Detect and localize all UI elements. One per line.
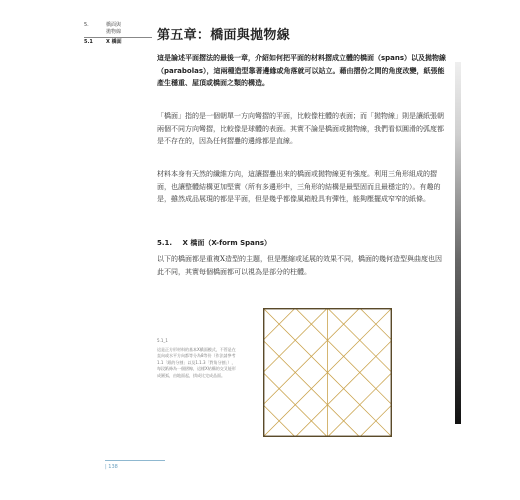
figure-caption-text: 這是正方形材料的基本X橋面模式，不管是在直向或水平方向都等分為8等份（作法請參考1.1「紙的分割」以及1.1.3「對角分割」），每段紙條為一個摺線，這樣X結構的交叉能形成圓弧，由地面起，拱成比完成品面。 — [157, 346, 236, 378]
toc-divider — [84, 37, 152, 38]
toc-item-section-current[interactable] — [84, 39, 152, 46]
figure-id: 5.1_1 — [157, 338, 168, 343]
intro-paragraph: 這是論述平面摺法的最後一章，介紹如何把平面的材料摺成立體的橋面（spans）以及拋物線（parabolas），這兩種造型靠著邊緣或角落就可以站立。藉由摺份之間的角度改變，紙張能產生穩重、屋頂或橋面之類的構造。 — [157, 54, 447, 87]
toc-item-label: 拋物線 — [106, 29, 122, 35]
toc-item-number: 5. — [84, 22, 89, 28]
toc-item-label: 橋面與 — [106, 22, 122, 28]
toc-item-chapter-cont — [84, 29, 152, 36]
page-edge-gradient — [455, 62, 461, 424]
section-number: 5.1. — [157, 239, 173, 247]
body-paragraph-2: 「橋面」指的是一個朝單一方向彎摺的平面，比較像柱體的表面；而「拋物線」則是讓紙張朝兩個不同方向彎摺，比較像是球體的表面。其實不論是橋面或拋物線，我們看似圓滑的弧度都是不存在的，因為任何摺疊的邊緣都是直線。 — [157, 112, 444, 145]
figure-caption — [157, 338, 237, 379]
body-paragraph-3: 材料本身有天然的纖維方向，這讓摺疊出來的橋面或拋物線更有強度。利用三角形組成的摺面，也讓整體結構更加堅實（所有多邊形中，三角形的結構是最堅固而且最穩定的）。有趣的是，雖然成品展現的都是平面，但是幾乎都像風箱般具有彈性，能夠壓擺成窄窄的紙條。 — [157, 170, 441, 203]
section-paragraph: 以下的橋面都是重複X造型的主題，但是壓縮或延展的效果不同，橋面的幾何造型與曲度也因此不同，其實每個橋面都可以視為是部分的柱體。 — [157, 255, 442, 276]
x-span-crease-pattern — [263, 308, 392, 437]
toc-item-number — [84, 29, 106, 36]
chapter-title: 第五章：橋面與拋物線 — [157, 28, 291, 43]
page-number: | 138 — [105, 464, 118, 470]
toc-item-label: X 橋面 — [106, 39, 122, 45]
section-heading — [157, 238, 271, 248]
table-of-contents — [84, 22, 152, 46]
section-title: X 橋面（X-form Spans） — [182, 239, 272, 247]
toc-item-chapter[interactable] — [84, 22, 152, 29]
toc-item-number: 5.1 — [84, 39, 93, 45]
crease-lines — [263, 308, 392, 437]
footer-rule — [105, 460, 165, 461]
